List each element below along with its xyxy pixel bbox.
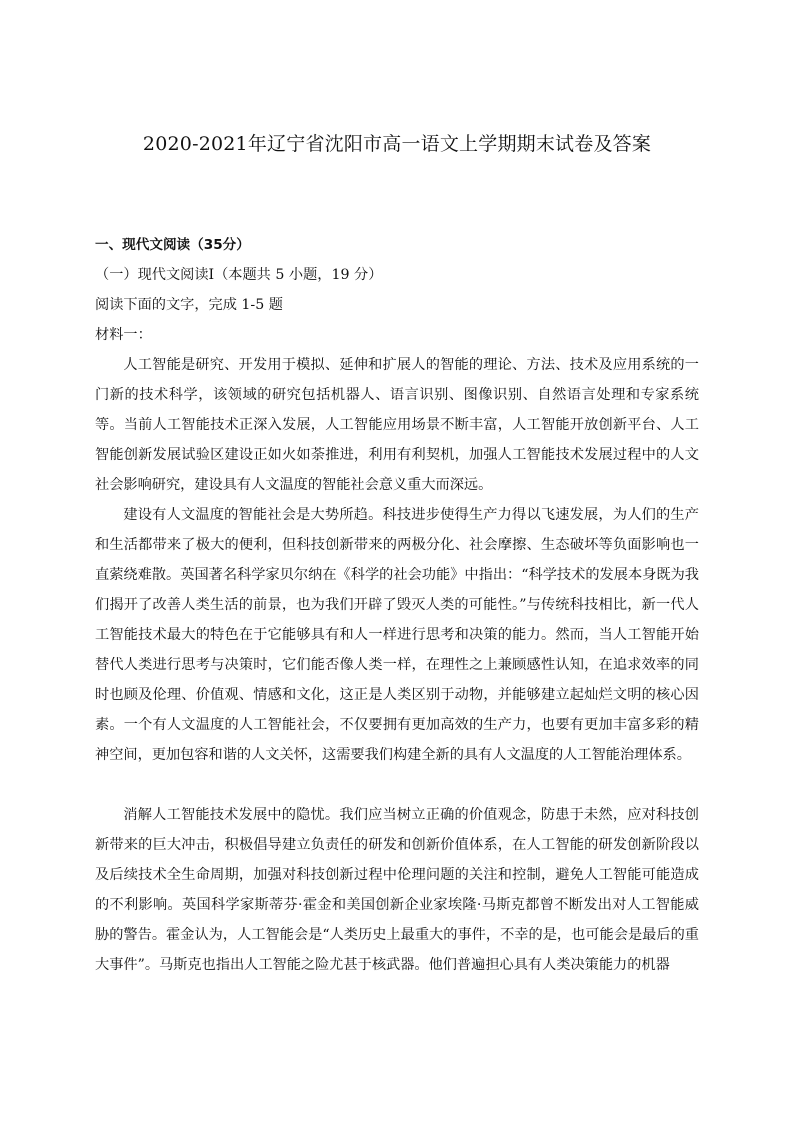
material-label: 材料一： (95, 327, 152, 343)
document-title: 2020-2021年辽宁省沈阳市高一语文上学期期末试卷及答案 (142, 133, 652, 155)
paragraph: 建设有人文温度的智能社会是大势所趋。科技进步使得生产力得以飞速发展，为人们的生产和生活都带来了极大的便利，但科技创新带来的两极分化、社会摩擦、生态破坏等负面影响也一直萦绕难散。英国著名科学家贝尔纳在《科学的社会功能》中指出：“科学技术的发展本身既为我们揭开了改善人类生活的前景，也为我们开辟了毁灭人类的可能性。”与传统科技相比，新一代人工智能技术最大的特色在于它能够具有和人一样进行思考和决策的能力。然而，当人工智能开始替代人类进行思考与决策时，它们能否像人类一样，在理性之上兼顾感性认知，在追求效率的同时也顾及伦理、价值观、情感和文化，这正是人类区别于动物，并能够建立起灿烂文明的核心因素。一个有人文温度的人工智能社会，不仅要拥有更加高效的生产力，也要有更加丰富多彩的精神空间，更加包容和谐的人文关怀，这需要我们构建全新的具有人文温度的人工智能治理体系。 (95, 507, 699, 763)
paragraph-spacer (95, 770, 699, 800)
reading-instruction: 阅读下面的文字，完成 1-5 题 (95, 297, 283, 313)
sub-heading: （一）现代文阅读Ⅰ（本题共 5 小题，19 分） (95, 267, 383, 283)
document-body (95, 230, 699, 980)
section-heading: 一、现代文阅读（35分） (95, 237, 250, 253)
paragraph: 消解人工智能技术发展中的隐忧。我们应当树立正确的价值观念，防患于未然，应对科技创新带来的巨大冲击，积极倡导建立负责任的研发和创新价值体系，在人工智能的研发创新阶段以及后续技术全生命周期，加强对科技创新过程中伦理问题的关注和控制，避免人工智能可能造成的不利影响。英国科学家斯蒂芬·霍金和美国创新企业家埃隆·马斯克都曾不断发出对人工智能威胁的警告。霍金认为，人工智能会是“人类历史上最重大的事件，不幸的是，也可能会是最后的重大事件”。马斯克也指出人工智能之险尤甚于核武器。他们普遍担心具有人类决策能力的机器 (95, 807, 699, 973)
paragraph: 人工智能是研究、开发用于模拟、延伸和扩展人的智能的理论、方法、技术及应用系统的一门新的技术科学，该领域的研究包括机器人、语言识别、图像识别、自然语言处理和专家系统等。当前人工智能技术正深入发展，人工智能应用场景不断丰富，人工智能开放创新平台、人工智能创新发展试验区建设正如火如荼推进，利用有利契机，加强人工智能技术发展过程中的人文社会影响研究，建设具有人文温度的智能社会意义重大而深远。 (95, 357, 699, 493)
